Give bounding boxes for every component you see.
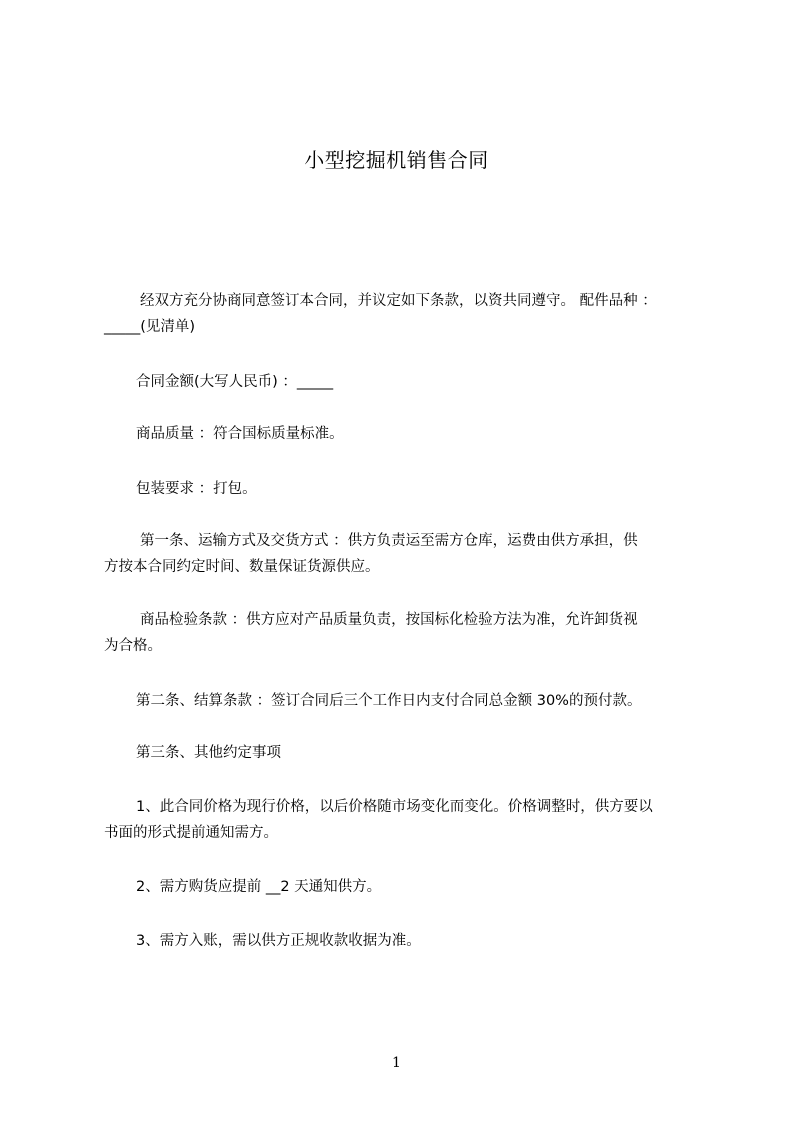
paragraph-quality xyxy=(104,421,714,447)
paragraph-line: 3、需方入账，需以供方正规收款收据为准。 xyxy=(136,933,421,949)
page-number: 1 xyxy=(392,1055,401,1071)
paragraph-inspection xyxy=(104,607,714,659)
paragraph-line: 经双方充分协商同意签订本合同，并议定如下条款，以资共同遵守。 配件品种 ： xyxy=(140,293,657,309)
paragraph-article-3 xyxy=(104,740,714,766)
paragraph-item-3 xyxy=(104,928,714,954)
paragraph-item-1 xyxy=(104,794,714,846)
paragraph-line: 合同金额(大写人民币) ：_____ xyxy=(136,374,334,390)
paragraph-line: 第一条、运输方式及交货方式 ：供方负责运至需方仓库，运费由供方承担，供 xyxy=(140,533,638,549)
paragraph-line: 1、此合同价格为现行价格，以后价格随市场变化而变化。价格调整时，供方要以 xyxy=(136,799,653,815)
paragraph-line: _____(见清单) xyxy=(104,319,196,335)
paragraph-intro xyxy=(104,288,714,340)
paragraph-line: 第二条、结算条款 ：签订合同后三个工作日内支付合同总金额 30%的预付款。 xyxy=(136,693,642,709)
paragraph-line: 书面的形式提前通知需方。 xyxy=(104,825,278,841)
paragraph-packaging xyxy=(104,476,714,502)
paragraph-contract-amount xyxy=(104,369,714,395)
paragraph-article-1 xyxy=(104,528,714,580)
paragraph-item-2 xyxy=(104,874,714,900)
paragraph-line: 方按本合同约定时间、数量保证货源供应。 xyxy=(104,559,380,575)
paragraph-line: 第三条、其他约定事项 xyxy=(136,745,281,761)
paragraph-line: 商品质量 ：符合国标质量标准。 xyxy=(136,426,344,442)
paragraph-line: 商品检验条款 ：供方应对产品质量负责，按国标化检验方法为准，允许卸货视 xyxy=(140,612,638,628)
paragraph-line: 包装要求 ：打包。 xyxy=(136,481,257,497)
document-title: 小型挖掘机销售合同 xyxy=(304,148,489,172)
paragraph-line: 2、需方购货应提前 __2 天通知供方。 xyxy=(136,879,382,895)
paragraph-line: 为合格。 xyxy=(104,638,162,654)
paragraph-article-2 xyxy=(104,688,714,714)
